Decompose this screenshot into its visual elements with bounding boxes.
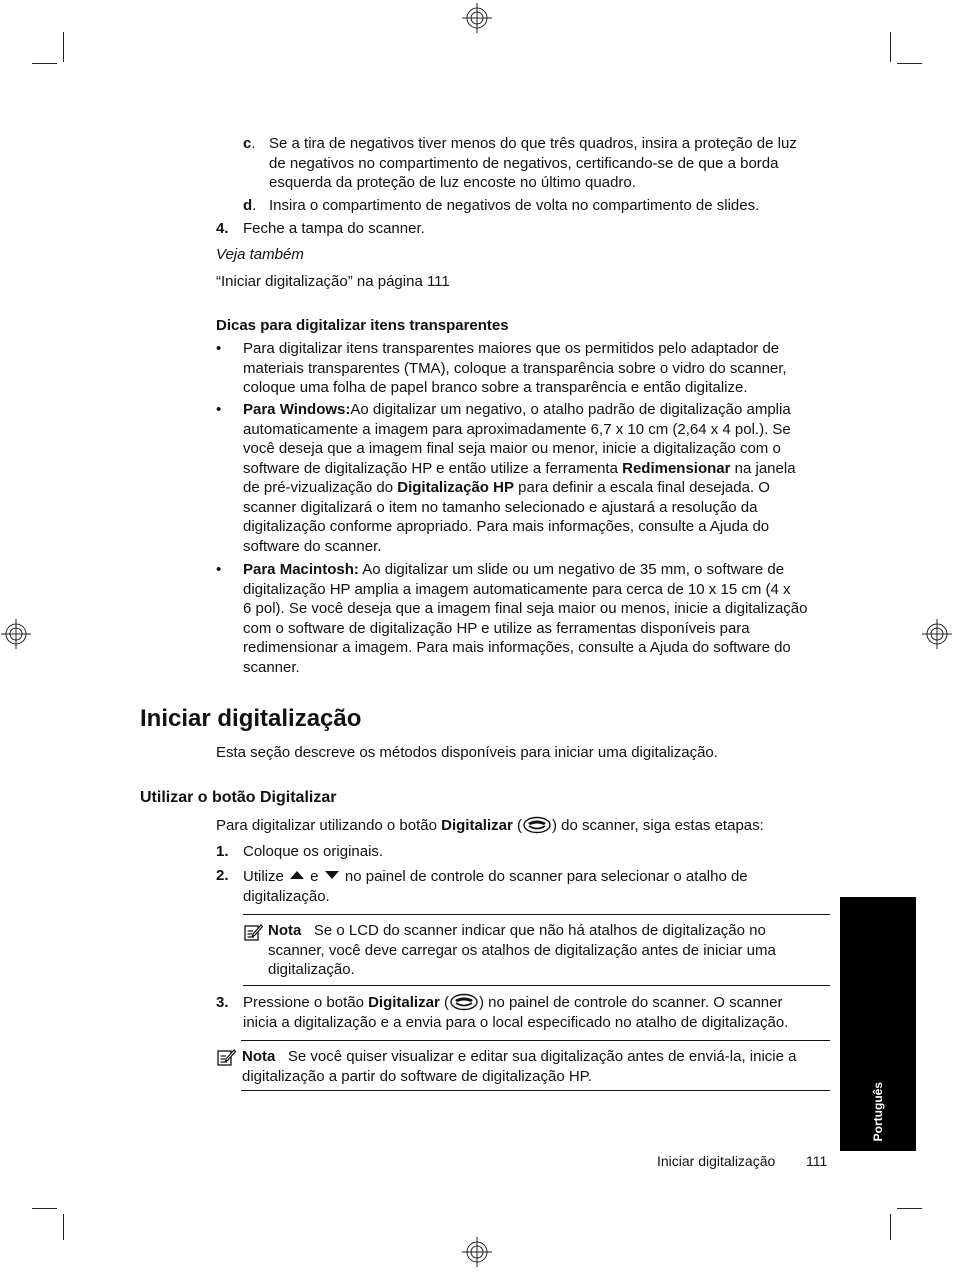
section-intro: Esta seção descreve os métodos disponíveis para iniciar uma digitalização. <box>216 744 718 761</box>
note-divider <box>241 1040 830 1041</box>
bullet-marker: • <box>216 561 222 578</box>
step-text-2: Utilize e no painel de controle do scanner para selecionar o atalho de digitalização. <box>243 868 748 905</box>
step-label-d: d. <box>243 197 257 214</box>
language-tab-label: Português <box>871 1081 885 1141</box>
step-label-1: 1. <box>216 843 229 860</box>
registration-mark-icon <box>922 619 952 649</box>
crop-mark <box>32 63 57 64</box>
page-number: 111 <box>806 1153 828 1169</box>
tip-bullet-windows: Para Windows:Ao digitalizar um negativo, o atalho padrão de digitalização amplia automaticamente a imagem para aproximadamente 6,7 x 10 cm (2,64 x 4 pol.). Se você deseja que a imagem final seja maior ou menor, inicie a digitalização com o software de digitalização HP e então utilize a ferramenta Redimensionar na janela de pré-vizualização do Digitalização HP para definir a escala final desejada. O scanner digitalizará o item no tamanho selecionado e ajustará a resolução da digitalização conforme apropriado. Para mais informações, consulte a Ajuda do software do scanner. <box>243 401 796 555</box>
crop-mark <box>32 1208 57 1209</box>
subsection-title: Utilizar o botão Digitalizar <box>140 789 337 806</box>
note-divider <box>243 985 830 986</box>
crop-mark <box>63 1214 64 1240</box>
step-text-4: Feche a tampa do scanner. <box>243 220 425 237</box>
crop-mark <box>897 1208 922 1209</box>
note-text-2: Nota Se você quiser visualizar e editar sua digitalização antes de enviá-la, inicie a digitalização a partir do software de digitalização HP. <box>242 1048 797 1085</box>
registration-mark-icon <box>462 1237 492 1267</box>
tips-heading: Dicas para digitalizar itens transparentes <box>216 317 509 334</box>
step-text-c: Se a tira de negativos tiver menos do que três quadros, insira a proteção de luz de negativos no compartimento de negativos, certificando-se de que a borda esquerda da proteção de luz encoste no último quadro. <box>269 135 797 191</box>
note-divider <box>241 1090 830 1091</box>
registration-mark-icon <box>1 619 31 649</box>
language-side-tab <box>840 897 916 1151</box>
see-also-label: Veja também <box>216 246 304 263</box>
step-label-c: c. <box>243 135 256 152</box>
crop-mark <box>63 32 64 62</box>
step-text-d: Insira o compartimento de negativos de volta no compartimento de slides. <box>269 197 760 214</box>
note-pencil-icon <box>243 922 263 942</box>
note-pencil-icon <box>216 1047 236 1067</box>
tip-bullet-tma: Para digitalizar itens transparentes maiores que os permitidos pelo adaptador de materiais transparentes (TMA), coloque a transparência sobre o vidro do scanner, coloque uma folha de papel branco sobre a transparência e então digitalize. <box>243 340 787 396</box>
section-title: Iniciar digitalização <box>140 705 362 732</box>
footer-section: Iniciar digitalização <box>657 1153 776 1169</box>
subsection-intro: Para digitalizar utilizando o botão Digitalizar ( ) do scanner, siga estas etapas: <box>216 817 764 834</box>
up-arrow-icon <box>288 868 306 882</box>
note-text-1: Nota Se o LCD do scanner indicar que não há atalhos de digitalização no scanner, você deve carregar os atalhos de digitalização antes de iniciar uma digitalização. <box>268 922 776 978</box>
tip-bullet-macintosh: Para Macintosh: Ao digitalizar um slide ou um negativo de 35 mm, o software de digitalização HP amplia a imagem automaticamente para cerca de 10 x 15 cm (4 x 6 pol). Se você deseja que a imagem final seja maior ou menos, inicie a digitalização com o software de digitalização HP e utilize as ferramentas disponíveis para redimensionar a imagem. Para mais informações, consulte a Ajuda do software do scanner. <box>243 561 808 676</box>
step-label-4: 4. <box>216 220 229 237</box>
crop-mark <box>897 63 922 64</box>
step-label-2: 2. <box>216 867 229 884</box>
see-also-link[interactable]: “Iniciar digitalização” na página 111 <box>216 273 450 290</box>
down-arrow-icon <box>323 868 341 882</box>
step-text-1: Coloque os originais. <box>243 843 384 860</box>
crop-mark <box>890 32 891 62</box>
crop-mark <box>890 1214 891 1240</box>
step-label-3: 3. <box>216 994 229 1011</box>
bullet-marker: • <box>216 340 222 357</box>
scan-button-icon <box>522 816 552 834</box>
note-divider <box>243 914 830 915</box>
registration-mark-icon <box>462 3 492 33</box>
bullet-marker: • <box>216 401 222 418</box>
scan-button-icon <box>449 993 479 1011</box>
step-text-3: Pressione o botão Digitalizar ( ) no painel de controle do scanner. O scanner inicia a digitalização e a envia para o local especificado no atalho de digitalização. <box>243 994 789 1031</box>
